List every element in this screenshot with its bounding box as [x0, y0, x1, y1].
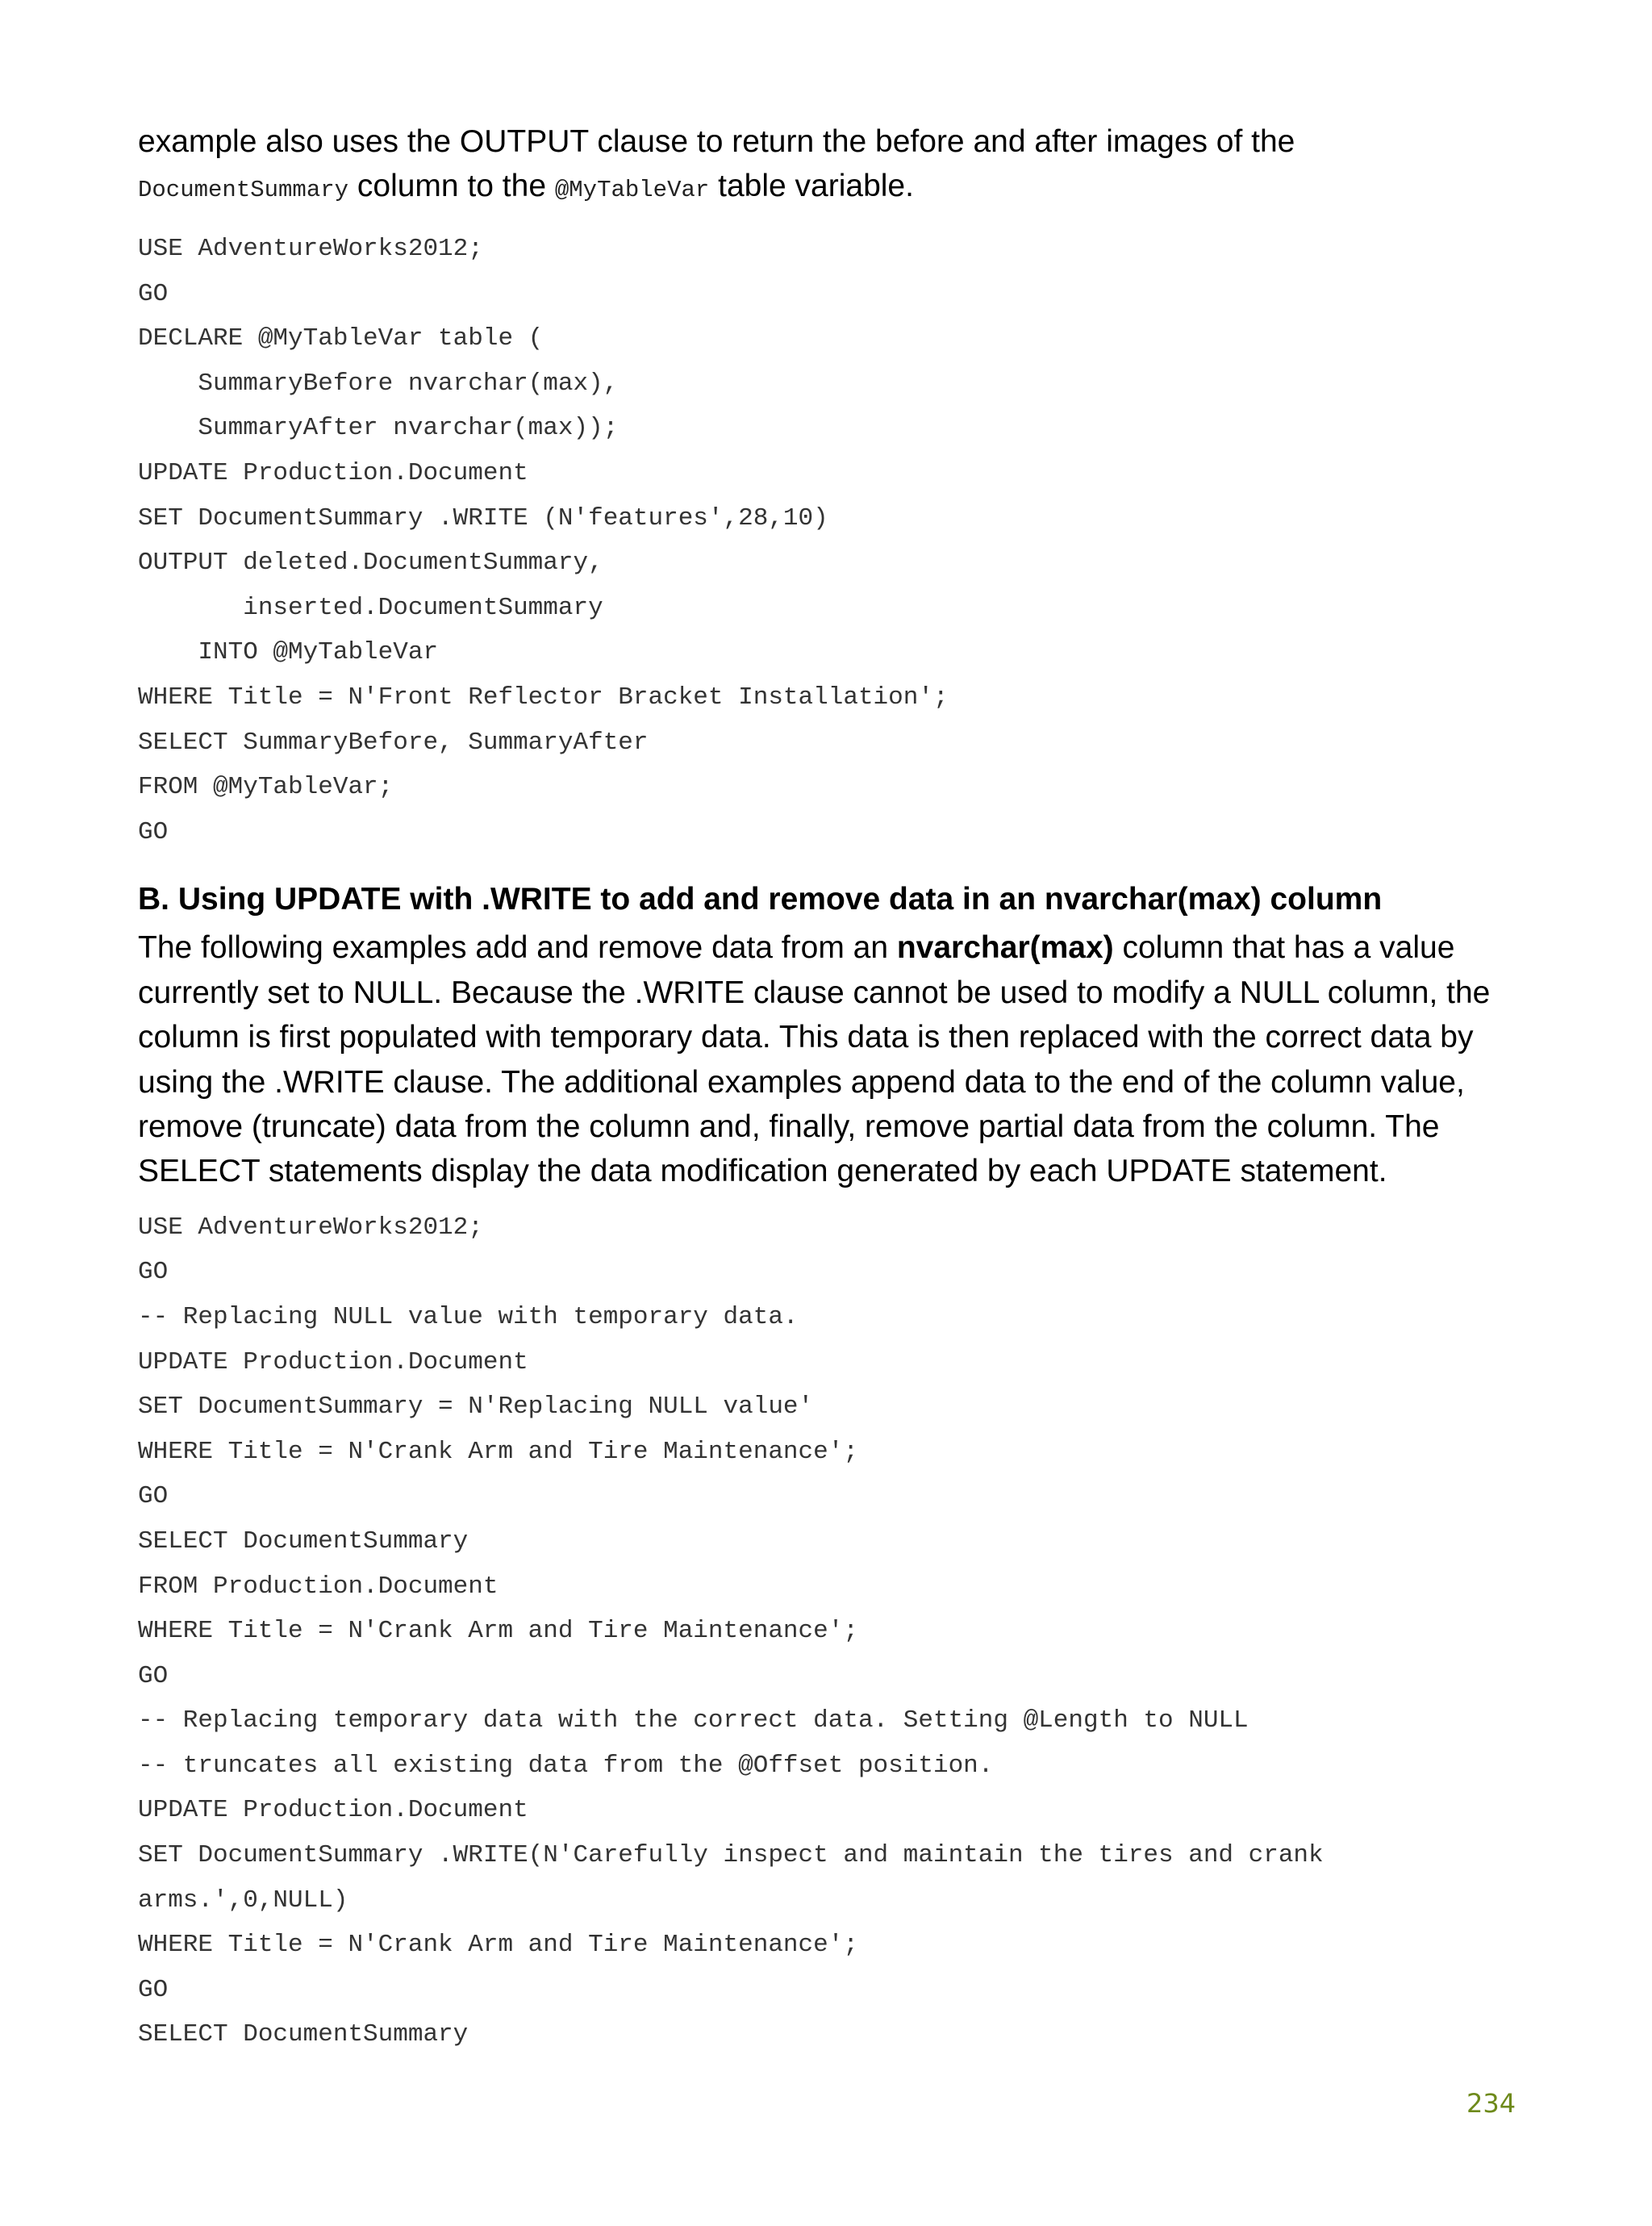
- code-line: FROM @MyTableVar;: [138, 773, 394, 802]
- intro-text-mid: column to the: [348, 169, 555, 203]
- code-line: WHERE Title = N'Front Reflector Bracket Installation';: [138, 683, 949, 712]
- code-line: GO: [138, 1975, 169, 2004]
- section-b-text-before: The following examples add and remove data from an: [138, 930, 897, 966]
- code-line: DECLARE @MyTableVar table (: [138, 324, 544, 353]
- code-line: USE AdventureWorks2012;: [138, 235, 483, 263]
- section-b-text-after: column that has a value currently set to NULL. Because the .WRITE clause cannot be used to modify a NULL column, the column is first populated with temporary data. This data is then replaced with the correct data by using the .WRITE clause. The additional examples append data to the end of the column value, remove (truncate) data from the column and, finally, remove partial data from the column. The SELECT statements display the data modification generated by each UPDATE statement.: [138, 930, 1491, 1189]
- code-line: WHERE Title = N'Crank Arm and Tire Maintenance';: [138, 1437, 858, 1466]
- document-page: [138, 119, 1525, 2057]
- code-line: OUTPUT deleted.DocumentSummary,: [138, 549, 603, 578]
- code-line: SET DocumentSummary .WRITE (N'features',28,10): [138, 503, 828, 532]
- code-line: -- Replacing NULL value with temporary data.: [138, 1302, 799, 1331]
- code-line: SELECT SummaryBefore, SummaryAfter: [138, 728, 649, 757]
- section-b-paragraph: [138, 925, 1525, 1193]
- intro-code-table-var: @MyTableVar: [554, 177, 710, 203]
- code-line: GO: [138, 817, 169, 846]
- code-line: -- Replacing temporary data with the correct data. Setting @Length to NULL: [138, 1706, 1249, 1735]
- code-line: SummaryBefore nvarchar(max),: [138, 369, 619, 398]
- code-line: SELECT DocumentSummary: [138, 1526, 469, 1556]
- code-line: UPDATE Production.Document: [138, 1347, 528, 1376]
- code-line: SELECT DocumentSummary: [138, 2020, 469, 2049]
- code-line: GO: [138, 1258, 169, 1287]
- code-line: FROM Production.Document: [138, 1572, 499, 1601]
- code-line: INTO @MyTableVar: [138, 638, 439, 667]
- code-line: GO: [138, 1661, 169, 1690]
- code-line: SET DocumentSummary = N'Replacing NULL value': [138, 1393, 814, 1422]
- code-line: arms.',0,NULL): [138, 1886, 348, 1915]
- code-line: inserted.DocumentSummary: [138, 593, 603, 622]
- code-line: UPDATE Production.Document: [138, 458, 528, 487]
- code-line: -- truncates all existing data from the @Offset position.: [138, 1751, 994, 1780]
- intro-text-after: table variable.: [709, 169, 914, 203]
- intro-text-before: example also uses the OUTPUT clause to return the before and after images of the: [138, 124, 1295, 159]
- code-block-example-b: [138, 1205, 1525, 2057]
- section-b-heading: B. Using UPDATE with .WRITE to add and remove data in an nvarchar(max) column: [138, 882, 1383, 917]
- page-number: 234: [1466, 2088, 1516, 2119]
- code-line: SummaryAfter nvarchar(max));: [138, 414, 619, 443]
- code-line: SET DocumentSummary .WRITE(N'Carefully inspect and maintain the tires and crank: [138, 1841, 1324, 1870]
- section-b-bold-term: nvarchar(max): [896, 930, 1114, 966]
- code-line: WHERE Title = N'Crank Arm and Tire Maintenance';: [138, 1931, 858, 1960]
- code-line: WHERE Title = N'Crank Arm and Tire Maintenance';: [138, 1617, 858, 1646]
- intro-code-document-summary: DocumentSummary: [138, 177, 349, 203]
- code-line: GO: [138, 279, 169, 308]
- code-line: UPDATE Production.Document: [138, 1796, 528, 1825]
- code-line: GO: [138, 1482, 169, 1511]
- intro-paragraph: [138, 119, 1525, 212]
- code-line: USE AdventureWorks2012;: [138, 1213, 483, 1242]
- code-block-example-a: [138, 227, 1525, 854]
